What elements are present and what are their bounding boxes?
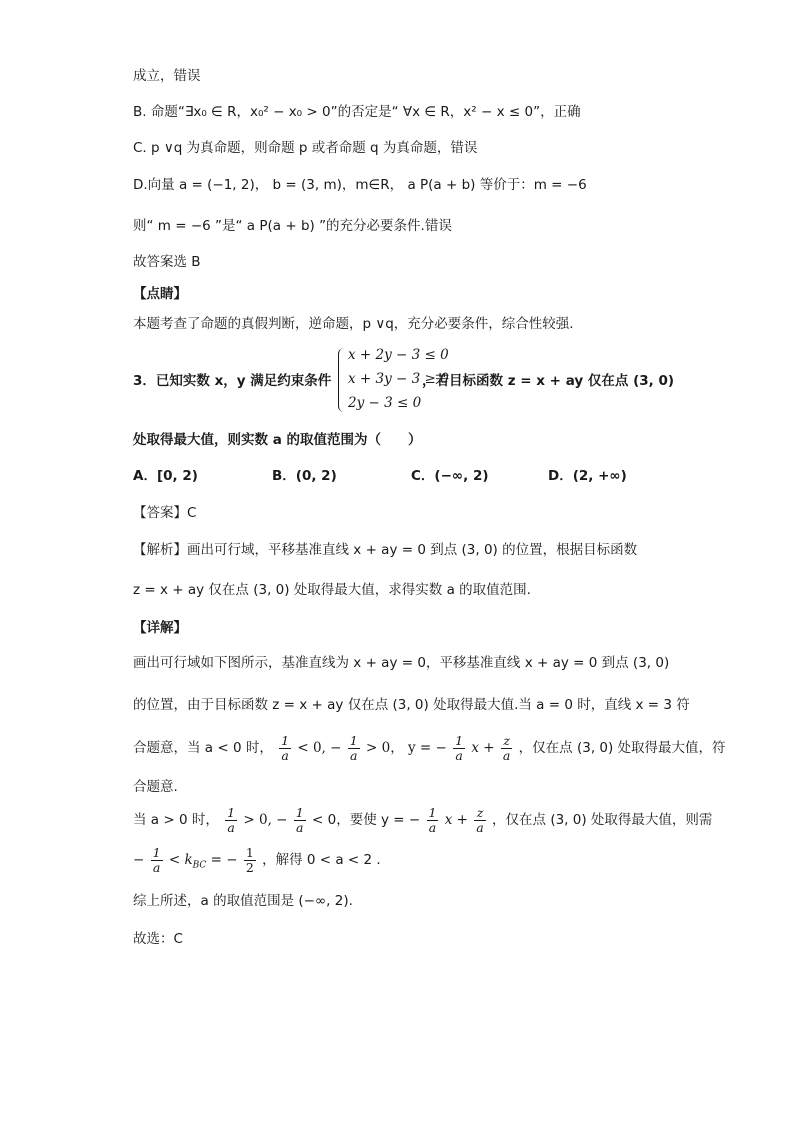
text-segment: 当 a > 0 时， <box>133 812 219 828</box>
constraint-3: 2y − 3 ≤ 0 <box>348 395 422 411</box>
math-segment: x + <box>444 812 468 828</box>
text-segment: < 0，要使 y = − <box>312 812 421 828</box>
summary-line: 综上所述，a 的取值范围是 (−∞, 2). <box>133 893 353 909</box>
fraction: $\frac{1}{a}$ <box>281 732 290 763</box>
option-d: D．(2, +∞) <box>548 468 627 484</box>
constraint-1: x + 2y − 3 ≤ 0 <box>348 347 449 363</box>
answer-line: 【答案】C <box>133 505 197 521</box>
option-d-conclusion: 则“ m = −6 ”是“ a P(a + b) ”的充分必要条件.错误 <box>133 218 452 234</box>
detail-line-6 <box>133 843 381 883</box>
fraction: $\frac{1}{a}$ <box>295 804 304 835</box>
fraction: $\frac{z}{a}$ <box>476 804 484 835</box>
math-segment: − <box>133 852 145 868</box>
fraction: $\frac{1}{a}$ <box>455 732 464 763</box>
fraction: $\frac{1}{2}$ <box>245 844 254 875</box>
question-3-intro: 3．已知实数 x，y 满足约束条件 <box>133 373 332 389</box>
section-heading-dianjing: 【点睛】 <box>133 286 187 302</box>
math-segment: = − <box>210 852 238 868</box>
detail-line-2: 的位置，由于目标函数 z = x + ay 仅在点 (3, 0) 处取得最大值.当 a = 0 时，直线 x = 3 符 <box>133 697 690 713</box>
text-segment: ，解得 0 < a < 2 . <box>262 852 381 868</box>
brace <box>338 348 345 412</box>
question-3-stem-end: 处取得最大值，则实数 a 的取值范围为（ ） <box>133 432 422 448</box>
option-b: B．(0, 2) <box>272 468 337 484</box>
math-segment: < 0, − <box>297 740 342 756</box>
fraction: $\frac{1}{a}$ <box>349 732 358 763</box>
text-segment: 合题意，当 a < 0 时， <box>133 740 273 756</box>
math-segment: > 0, − <box>243 812 288 828</box>
math-segment: < k <box>168 852 193 868</box>
question-3-objective: ，若目标函数 z = x + ay 仅在点 (3, 0) <box>422 373 675 389</box>
fraction: $\frac{1}{a}$ <box>152 844 161 875</box>
detail-line-4: 合题意. <box>133 779 178 795</box>
dianjing-text: 本题考查了命题的真假判断，逆命题，p ∨q，充分必要条件，综合性较强. <box>133 316 574 332</box>
detail-line-5 <box>133 803 712 837</box>
math-segment: x + <box>471 740 495 756</box>
text-segment: ，仅在点 (3, 0) 处取得最大值，则需 <box>492 812 713 828</box>
fraction: $\frac{1}{a}$ <box>428 804 437 835</box>
option-d-explanation: D.向量 a = (−1, 2)， b = (3, m)，m∈R， a P(a + b) 等价于：m = −6 <box>133 177 587 193</box>
constraint-2: x + 3y − 3 ≥ 0 <box>348 371 449 387</box>
section-heading-xiangjie: 【详解】 <box>133 620 187 636</box>
option-a: A．[0, 2) <box>133 468 198 484</box>
fraction: $\frac{z}{a}$ <box>502 732 511 763</box>
fraction: $\frac{1}{a}$ <box>227 804 236 835</box>
detail-line-3 <box>133 731 726 765</box>
final-choice-line: 故选：C <box>133 931 183 947</box>
analysis-line-1: 【解析】画出可行域，平移基准直线 x + ay = 0 到点 (3, 0) 的位置，根据目标函数 <box>133 542 638 558</box>
analysis-line-2: z = x + ay 仅在点 (3, 0) 处取得最大值，求得实数 a 的取值范围. <box>133 582 531 598</box>
detail-line-1: 画出可行域如下图所示，基准直线为 x + ay = 0，平移基准直线 x + ay = 0 到点 (3, 0) <box>133 655 670 671</box>
answer-choice-line: 故答案选 B <box>133 254 201 270</box>
math-segment: > 0， y = − <box>366 740 447 756</box>
option-c: C．(−∞, 2) <box>411 468 489 484</box>
subscript: BC <box>192 860 207 871</box>
option-c-explanation: C. p ∨q 为真命题，则命题 p 或者命题 q 为真命题，错误 <box>133 140 478 156</box>
option-b-explanation: B. 命题“∃x₀ ∈ R，x₀² − x₀ > 0”的否定是“ ∀x ∈ R，x² − x ≤ 0”，正确 <box>133 104 581 120</box>
text-segment: ，仅在点 (3, 0) 处取得最大值，符 <box>518 740 726 756</box>
text-line-1: 成立，错误 <box>133 68 201 84</box>
